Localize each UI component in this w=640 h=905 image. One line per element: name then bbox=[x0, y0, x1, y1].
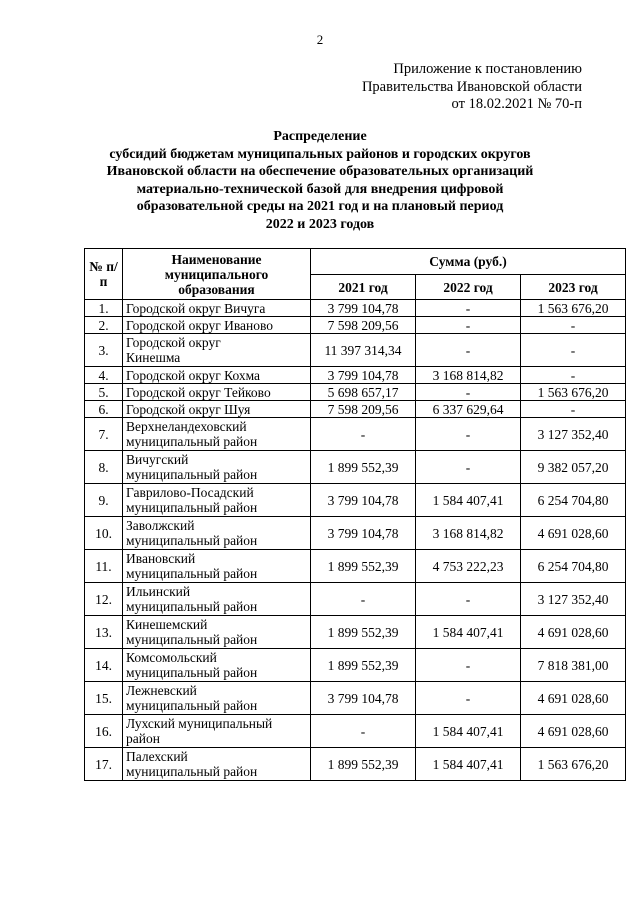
municipality-name bbox=[123, 367, 311, 384]
amount-2023: - bbox=[521, 367, 626, 384]
table-row bbox=[85, 484, 626, 517]
table-row bbox=[85, 451, 626, 484]
amount-2023: 4 691 028,60 bbox=[521, 682, 626, 715]
amount-2022: 4 753 222,23 bbox=[416, 550, 521, 583]
municipality-name-line: Гаврилово-Посадский bbox=[126, 485, 254, 500]
municipality-name bbox=[123, 451, 311, 484]
table-row bbox=[85, 384, 626, 401]
municipality-name bbox=[123, 649, 311, 682]
appendix-line: Правительства Ивановской области bbox=[361, 78, 582, 95]
municipality-name bbox=[123, 418, 311, 451]
municipality-name-line: район bbox=[126, 731, 160, 746]
amount-2022: - bbox=[416, 418, 521, 451]
amount-2022: 1 584 407,41 bbox=[416, 616, 521, 649]
title-line: Ивановской области на обеспечение образовательных организаций bbox=[106, 164, 534, 180]
table-body bbox=[85, 300, 626, 781]
header-year-2023: 2023 год bbox=[521, 275, 626, 300]
row-number: 3. bbox=[85, 334, 123, 367]
amount-2021: 1 899 552,39 bbox=[311, 550, 416, 583]
amount-2021: 5 698 657,17 bbox=[311, 384, 416, 401]
subsidy-table bbox=[84, 248, 626, 781]
amount-2023: 4 691 028,60 bbox=[521, 715, 626, 748]
amount-2022: 1 584 407,41 bbox=[416, 715, 521, 748]
table-row bbox=[85, 748, 626, 781]
row-number: 12. bbox=[85, 583, 123, 616]
municipality-name-line: Верхнеландеховский bbox=[126, 419, 247, 434]
municipality-name bbox=[123, 317, 311, 334]
amount-2022: 6 337 629,64 bbox=[416, 401, 521, 418]
row-number: 6. bbox=[85, 401, 123, 418]
amount-2023: 1 563 676,20 bbox=[521, 300, 626, 317]
header-name: Наименование муниципального образования bbox=[123, 249, 311, 300]
header-num: № п/п bbox=[85, 249, 123, 300]
row-number: 15. bbox=[85, 682, 123, 715]
amount-2022: 1 584 407,41 bbox=[416, 484, 521, 517]
municipality-name bbox=[123, 682, 311, 715]
municipality-name bbox=[123, 300, 311, 317]
table-row bbox=[85, 401, 626, 418]
amount-2023: 1 563 676,20 bbox=[521, 384, 626, 401]
table-row bbox=[85, 517, 626, 550]
row-number: 13. bbox=[85, 616, 123, 649]
table-row bbox=[85, 616, 626, 649]
appendix-line: Приложение к постановлению bbox=[393, 61, 582, 77]
row-number: 11. bbox=[85, 550, 123, 583]
municipality-name-line: муниципальный район bbox=[126, 632, 258, 647]
municipality-name-line: Заволжский bbox=[126, 518, 195, 533]
table-row bbox=[85, 682, 626, 715]
amount-2021: - bbox=[311, 583, 416, 616]
amount-2022: - bbox=[416, 334, 521, 367]
municipality-name-line: Ивановский bbox=[126, 551, 196, 566]
amount-2023: 6 254 704,80 bbox=[521, 484, 626, 517]
amount-2021: - bbox=[311, 418, 416, 451]
amount-2023: 3 127 352,40 bbox=[521, 583, 626, 616]
municipality-name-line: Городской округ Шуя bbox=[126, 401, 251, 417]
row-number: 14. bbox=[85, 649, 123, 682]
amount-2021: 3 799 104,78 bbox=[311, 367, 416, 384]
appendix-line: от 18.02.2021 № 70-п bbox=[451, 96, 582, 112]
amount-2022: - bbox=[416, 451, 521, 484]
amount-2022: 3 168 814,82 bbox=[416, 367, 521, 384]
municipality-name bbox=[123, 401, 311, 418]
amount-2021: 1 899 552,39 bbox=[311, 649, 416, 682]
row-number: 7. bbox=[85, 418, 123, 451]
table-row bbox=[85, 300, 626, 317]
appendix-note bbox=[362, 61, 582, 114]
amount-2022: - bbox=[416, 682, 521, 715]
amount-2021: 1 899 552,39 bbox=[311, 748, 416, 781]
amount-2022: - bbox=[416, 300, 521, 317]
table-row bbox=[85, 367, 626, 384]
municipality-name bbox=[123, 583, 311, 616]
municipality-name-line: Лухский муниципальный bbox=[126, 716, 273, 731]
table-row bbox=[85, 317, 626, 334]
table-row bbox=[85, 418, 626, 451]
amount-2023: 1 563 676,20 bbox=[521, 748, 626, 781]
municipality-name-line: муниципальный район bbox=[126, 500, 258, 515]
title-line: 2022 и 2023 годов bbox=[265, 216, 375, 232]
amount-2022: 3 168 814,82 bbox=[416, 517, 521, 550]
row-number: 4. bbox=[85, 367, 123, 384]
row-number: 1. bbox=[85, 300, 123, 317]
row-number: 10. bbox=[85, 517, 123, 550]
table-row bbox=[85, 334, 626, 367]
municipality-name-line: Палехский bbox=[126, 749, 188, 764]
municipality-name-line: Городской округ Иваново bbox=[126, 317, 274, 333]
municipality-name-line: Городской округ bbox=[126, 335, 221, 350]
table-row bbox=[85, 583, 626, 616]
title-line: субсидий бюджетам муниципальных районов и городских округов bbox=[109, 146, 531, 162]
municipality-name-line: муниципальный район bbox=[126, 698, 258, 713]
municipality-name-line: Кинешма bbox=[126, 350, 181, 365]
municipality-name-line: муниципальный район bbox=[126, 467, 258, 482]
row-number: 8. bbox=[85, 451, 123, 484]
document-title bbox=[0, 128, 640, 234]
row-number: 5. bbox=[85, 384, 123, 401]
municipality-name-line: Ильинский bbox=[126, 584, 191, 599]
table-row bbox=[85, 550, 626, 583]
municipality-name bbox=[123, 384, 311, 401]
amount-2021: 3 799 104,78 bbox=[311, 300, 416, 317]
amount-2021: 1 899 552,39 bbox=[311, 616, 416, 649]
municipality-name bbox=[123, 715, 311, 748]
amount-2023: - bbox=[521, 334, 626, 367]
municipality-name-line: Городской округ Кохма bbox=[126, 367, 261, 383]
municipality-name bbox=[123, 616, 311, 649]
row-number: 2. bbox=[85, 317, 123, 334]
municipality-name-line: муниципальный район bbox=[126, 434, 258, 449]
amount-2022: - bbox=[416, 649, 521, 682]
title-line: образовательной среды на 2021 год и на плановый период bbox=[136, 199, 504, 215]
municipality-name-line: Лежневский bbox=[126, 683, 197, 698]
amount-2021: 1 899 552,39 bbox=[311, 451, 416, 484]
title-line: материально-технической базой для внедрения цифровой bbox=[136, 181, 504, 197]
amount-2022: - bbox=[416, 583, 521, 616]
amount-2021: 7 598 209,56 bbox=[311, 317, 416, 334]
amount-2021: - bbox=[311, 715, 416, 748]
municipality-name-line: муниципальный район bbox=[126, 566, 258, 581]
municipality-name bbox=[123, 334, 311, 367]
amount-2022: - bbox=[416, 317, 521, 334]
municipality-name-line: муниципальный район bbox=[126, 764, 258, 779]
amount-2021: 3 799 104,78 bbox=[311, 682, 416, 715]
amount-2022: 1 584 407,41 bbox=[416, 748, 521, 781]
row-number: 17. bbox=[85, 748, 123, 781]
amount-2023: 9 382 057,20 bbox=[521, 451, 626, 484]
amount-2021: 11 397 314,34 bbox=[311, 334, 416, 367]
amount-2023: 7 818 381,00 bbox=[521, 649, 626, 682]
header-sum: Сумма (руб.) bbox=[311, 249, 626, 275]
municipality-name-line: Городской округ Тейково bbox=[126, 384, 271, 400]
municipality-name-line: Городской округ Вичуга bbox=[126, 300, 266, 316]
title-line: Распределение bbox=[273, 129, 367, 144]
table-row bbox=[85, 649, 626, 682]
amount-2023: 4 691 028,60 bbox=[521, 517, 626, 550]
amount-2023: - bbox=[521, 317, 626, 334]
municipality-name bbox=[123, 748, 311, 781]
amount-2023: 6 254 704,80 bbox=[521, 550, 626, 583]
amount-2023: 3 127 352,40 bbox=[521, 418, 626, 451]
municipality-name-line: Комсомольский bbox=[126, 650, 217, 665]
municipality-name-line: муниципальный район bbox=[126, 599, 258, 614]
header-year-2021: 2021 год bbox=[311, 275, 416, 300]
municipality-name bbox=[123, 550, 311, 583]
amount-2021: 7 598 209,56 bbox=[311, 401, 416, 418]
municipality-name-line: муниципальный район bbox=[126, 665, 258, 680]
amount-2021: 3 799 104,78 bbox=[311, 517, 416, 550]
municipality-name-line: муниципальный район bbox=[126, 533, 258, 548]
amount-2023: 4 691 028,60 bbox=[521, 616, 626, 649]
page-number: 2 bbox=[316, 32, 324, 47]
municipality-name-line: Кинешемский bbox=[126, 617, 208, 632]
amount-2023: - bbox=[521, 401, 626, 418]
row-number: 9. bbox=[85, 484, 123, 517]
municipality-name-line: Вичугский bbox=[126, 452, 189, 467]
amount-2022: - bbox=[416, 384, 521, 401]
table-row bbox=[85, 715, 626, 748]
amount-2021: 3 799 104,78 bbox=[311, 484, 416, 517]
header-year-2022: 2022 год bbox=[416, 275, 521, 300]
municipality-name bbox=[123, 484, 311, 517]
row-number: 16. bbox=[85, 715, 123, 748]
municipality-name bbox=[123, 517, 311, 550]
